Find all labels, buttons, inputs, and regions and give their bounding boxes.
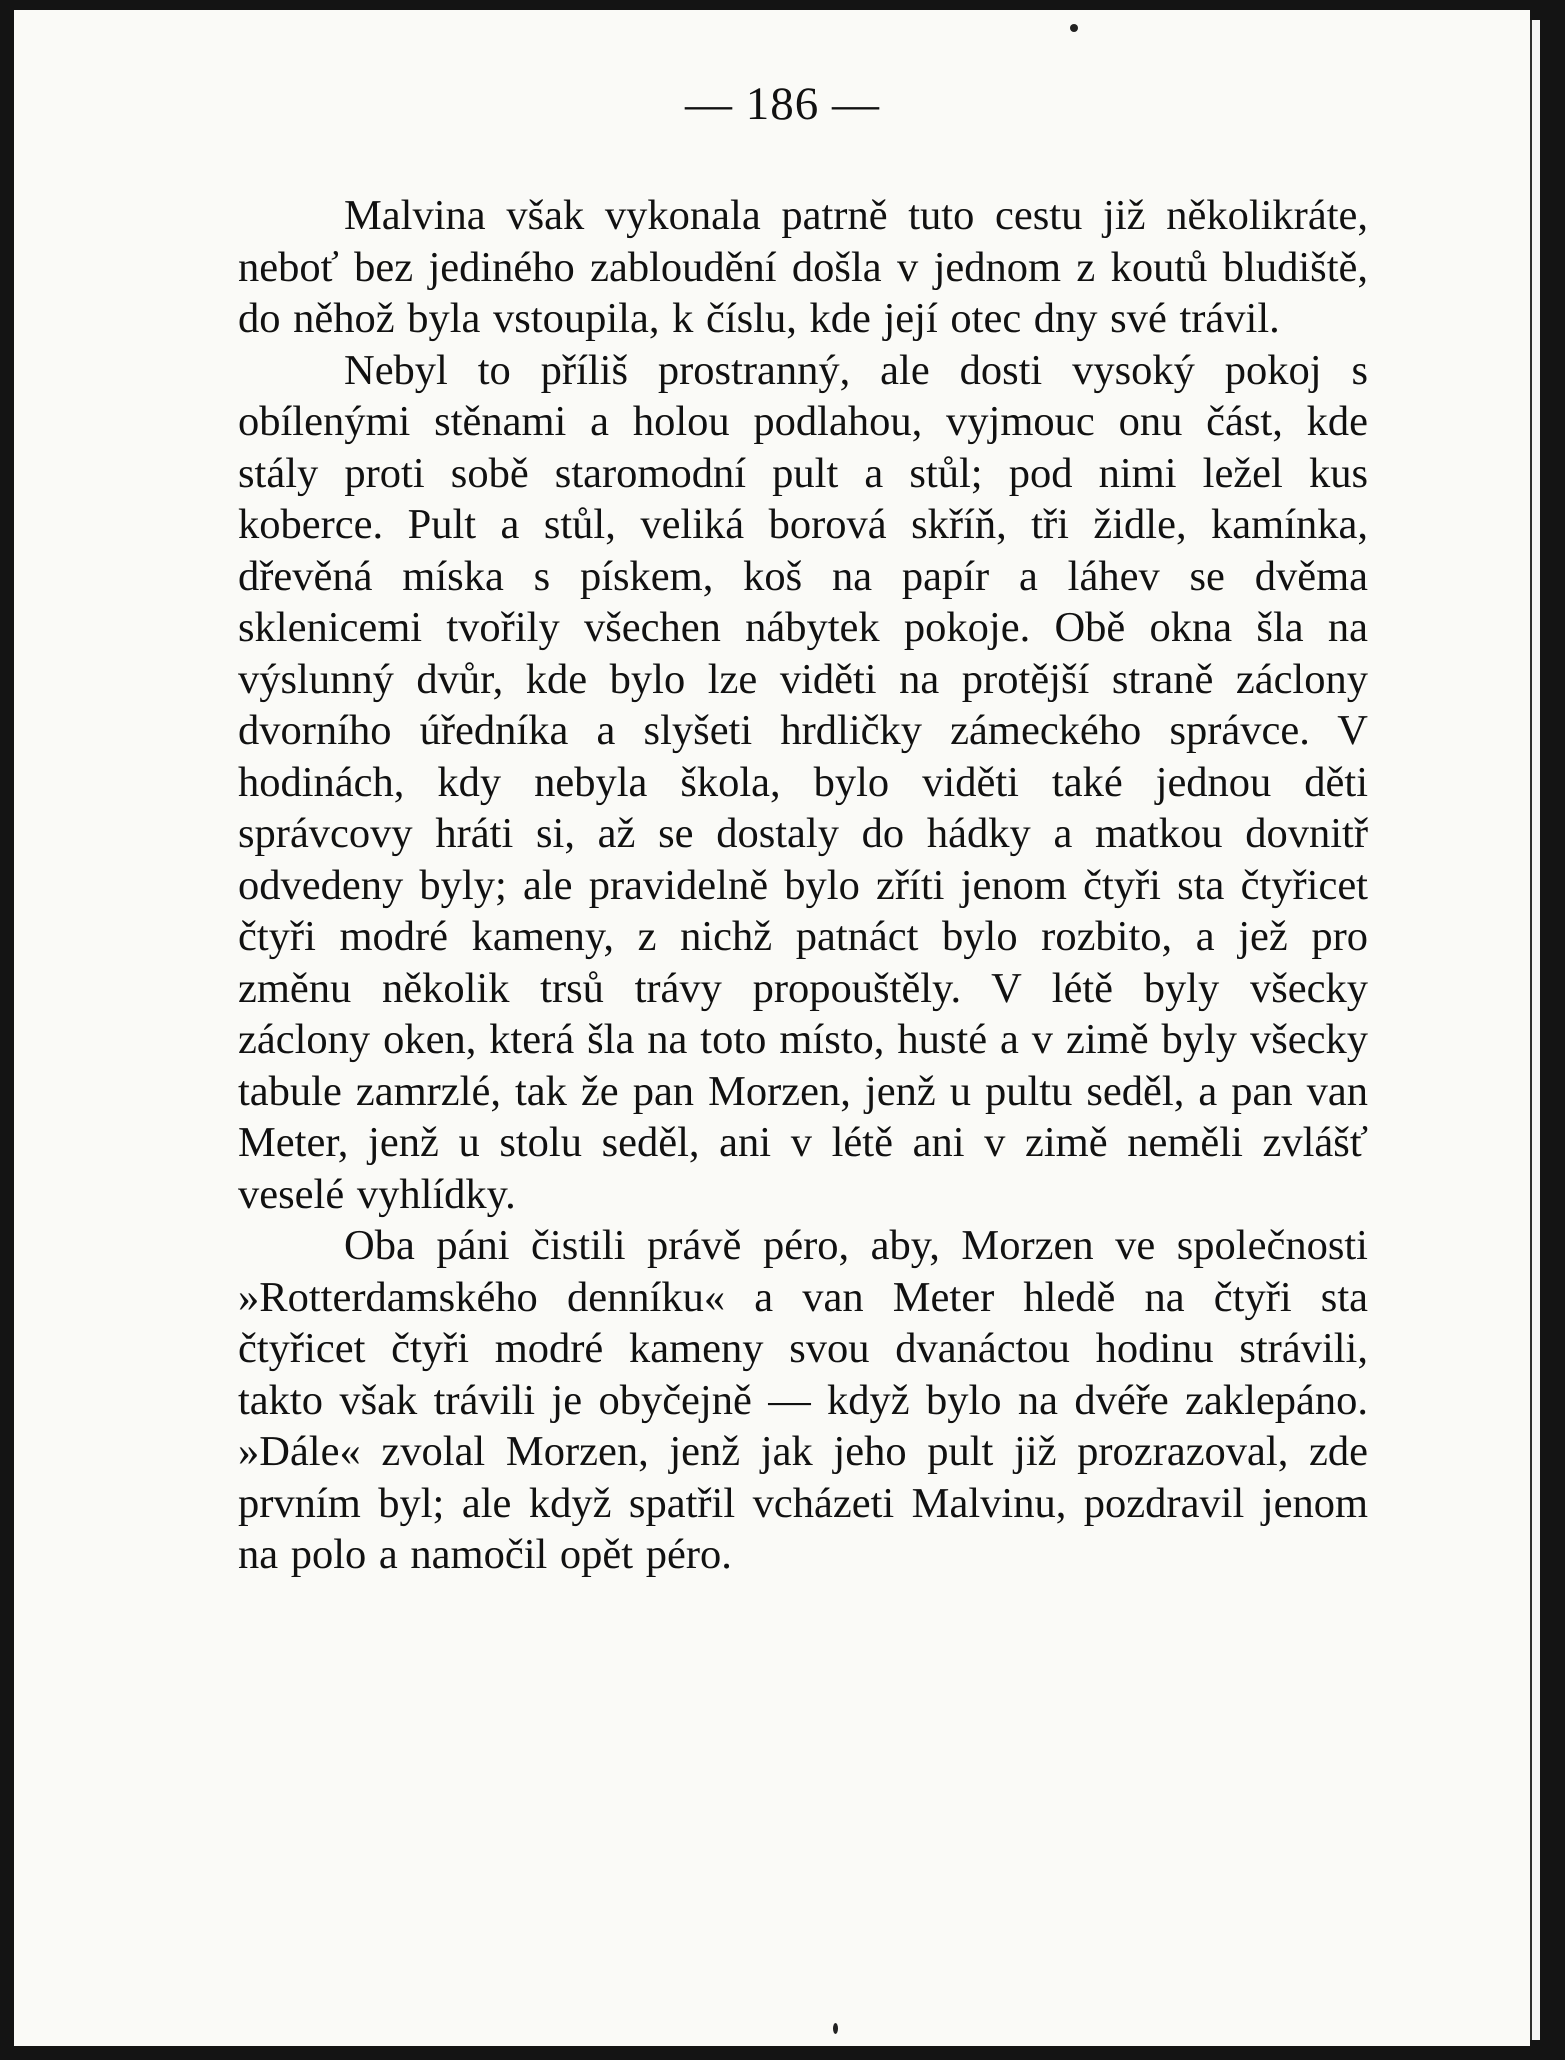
scan-speck <box>833 2023 838 2034</box>
paragraph-1: Malvina však vykonala patrně tuto cestu již několikráte, neboť bez jediného zabloudění došla v jednom z koutů bludiště, do něhož byla vstoupila, k číslu, kde její otec dny své trávil. <box>238 192 1368 342</box>
page-text <box>238 190 1368 1581</box>
scan-speck <box>1070 24 1078 32</box>
page-number: — 186 — <box>685 78 880 130</box>
page-edge <box>1530 20 1540 2040</box>
paragraph-2: Nebyl to příliš prostranný, ale dosti vysoký pokoj s obílenými stěnami a holou podlahou, vyjmouc onu část, kde stály proti sobě staromodní pult a stůl; pod nimi ležel kus koberce. Pult a stůl, veliká borová skříň, tři židle, kamínka, dřevěná míska s pískem, koš na papír a láhev se dvěma sklenicemi tvořily všechen nábytek pokoje. Obě okna šla na výslunný dvůr, kde bylo lze viděti na protější straně záclony dvorního úředníka a slyšeti hrdličky zámeckého správce. V hodinách, kdy nebyla škola, bylo viděti také jednou děti správcovy hráti si, až se dostaly do hádky a matkou dovnitř odvedeny byly; ale pravidelně bylo zříti jenom čtyři sta čtyřicet čtyři modré kameny, z nichž patnáct bylo rozbito, a jež pro změnu několik trsů trávy propouštěly. V létě byly všecky záclony oken, která šla na toto místo, husté a v zimě byly všecky tabule zamrzlé, tak že pan Morzen, jenž u pultu seděl, a pan van Meter, jenž u stolu seděl, ani v létě ani v zimě neměli zvlášť veselé vyhlídky. <box>238 346 1368 1218</box>
paragraph-3: Oba páni čistili právě péro, aby, Morzen ve společnosti »Rotterdamského denníku« a van Meter hledě na čtyři sta čtyřicet čtyři modré kameny svou dvanáctou hodinu strávili, takto však trávili je obyčejně — když bylo na dvéře zaklepáno. »Dále« zvolal Morzen, jenž jak jeho pult již prozrazoval, zde prvním byl; ale když spatřil vcházeti Malvinu, pozdravil jenom na polo a namočil opět péro. <box>238 1222 1368 1578</box>
